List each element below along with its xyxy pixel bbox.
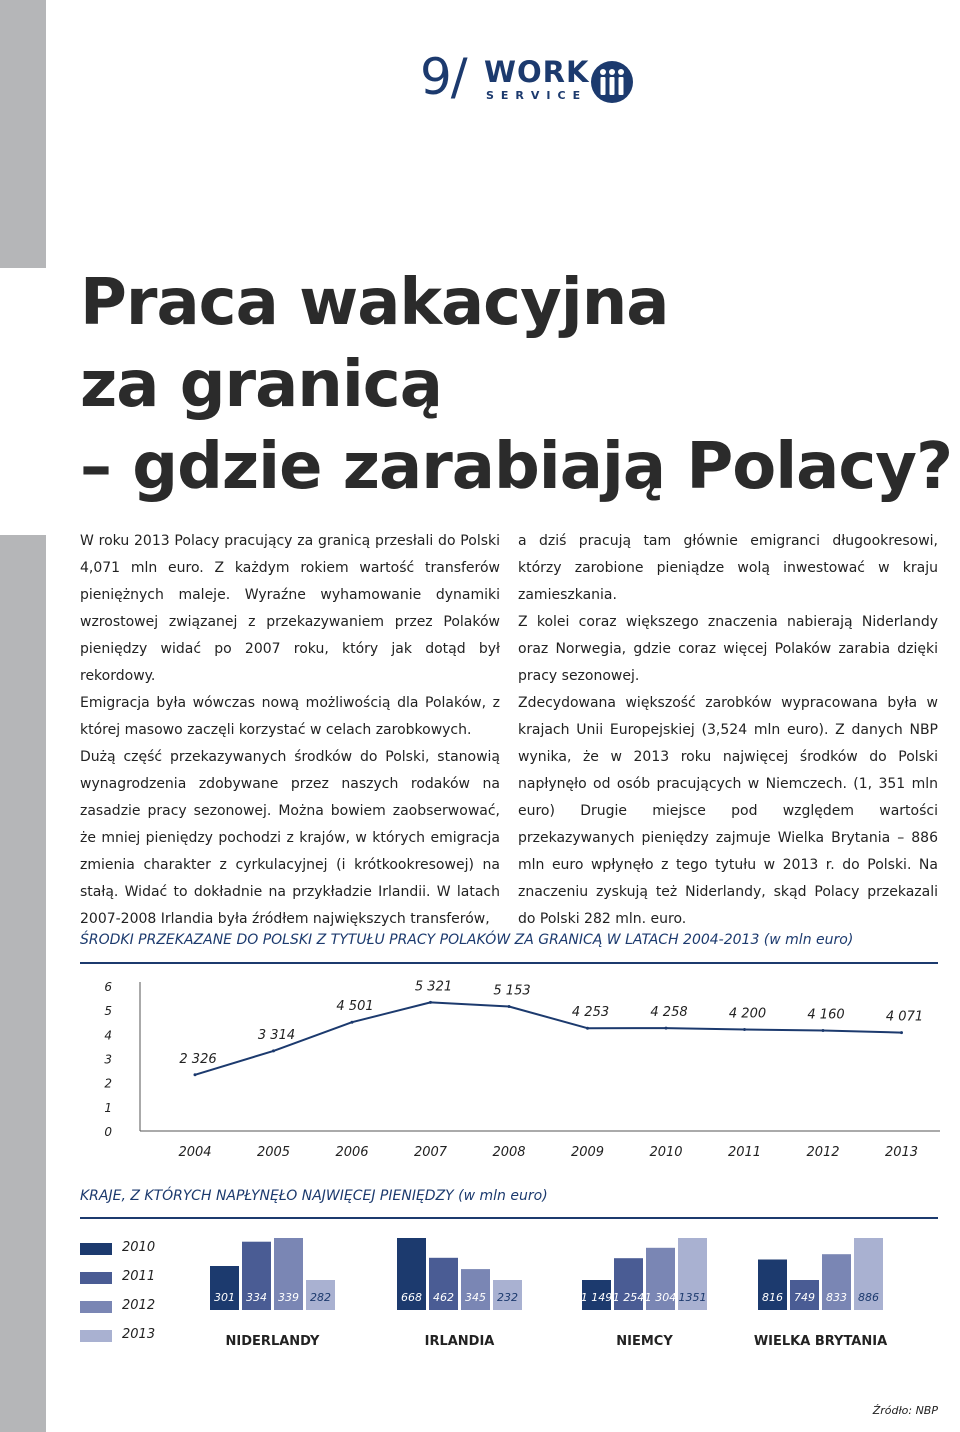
paragraph: Emigracja była wówczas nową możliwością dla Polaków, z której masowo zaczęli korzystać w celach zarobkowych.	[80, 695, 500, 738]
work-service-logo-icon	[590, 60, 634, 104]
data-label: 4 258	[650, 1005, 688, 1021]
paragraph: Dużą część przekazywanych środków do Polski, stanowią wynagrodzenia zdobywane przez naszych rodaków na zasadzie pracy sezonowej. Można bowiem zaobserwować, że mniej pieniędzy pochodzi z krajów, w których emigracja zmienia charakter z cyrkulacyjnej (i krótkookresowej) na stałą. Widać to dokładnie na przykładzie Irlandii. W latach 2007-2008 Irlandia była źródłem największych transferów,	[80, 749, 500, 927]
x-tick-label: 2004	[178, 1145, 212, 1160]
bar-value-label: 232	[497, 1291, 518, 1304]
bar-value-label: 334	[246, 1291, 267, 1304]
line-chart	[80, 968, 940, 1163]
data-label: 5 153	[493, 983, 531, 999]
y-tick-label: 6	[104, 980, 112, 994]
article-column-right	[518, 528, 938, 933]
bar-chart	[200, 1228, 940, 1360]
data-label: 4 200	[728, 1006, 767, 1022]
data-label: 4 501	[336, 999, 374, 1015]
data-point	[743, 1028, 746, 1031]
x-tick-label: 2013	[884, 1145, 919, 1160]
title-line: Praca wakacyjna	[80, 266, 669, 340]
x-tick-label: 2010	[649, 1145, 683, 1160]
chart-divider	[80, 1217, 938, 1219]
legend-item	[80, 1327, 220, 1347]
legend-label: 2010	[122, 1240, 156, 1255]
bar-value-label: 282	[310, 1291, 331, 1304]
legend-label: 2013	[122, 1327, 156, 1342]
data-point	[194, 1073, 197, 1076]
category-label: WIELKA BRYTANIA	[753, 1334, 888, 1349]
y-tick-label: 1	[104, 1100, 112, 1115]
bar-chart-title: KRAJE, Z KTÓRYCH NAPŁYNĘŁO NAJWIĘCEJ PIENIĘDZY (w mln euro)	[80, 1188, 548, 1204]
legend-swatch	[80, 1272, 112, 1284]
data-label: 4 071	[885, 1009, 924, 1025]
y-tick-label: 5	[104, 1004, 112, 1019]
bar-value-label: 668	[401, 1291, 422, 1304]
legend-item	[80, 1240, 220, 1260]
category-label: NIEMCY	[616, 1334, 673, 1349]
sidebar-decoration-top	[0, 0, 46, 268]
data-point	[272, 1049, 275, 1052]
data-label: 4 160	[807, 1007, 845, 1023]
paragraph: Z kolei coraz większego znaczenia nabierają Niderlandy oraz Norwegia, gdzie coraz więcej Polaków zarabia dzięki pracy sezonowej.	[518, 614, 938, 684]
bar-value-label: 345	[465, 1291, 486, 1304]
category-label: NIDERLANDY	[225, 1334, 320, 1349]
data-label: 3 314	[257, 1027, 296, 1043]
data-label: 2 326	[179, 1051, 217, 1067]
legend-swatch	[80, 1330, 112, 1342]
data-label: 4 253	[571, 1005, 610, 1021]
bar-value-label: 462	[433, 1291, 454, 1304]
data-point	[665, 1027, 668, 1030]
page-number: 9/	[420, 48, 467, 106]
legend-label: 2012	[122, 1298, 156, 1313]
legend-label: 2011	[122, 1269, 156, 1284]
series-line	[195, 1002, 902, 1074]
x-tick-label: 2007	[413, 1145, 448, 1160]
bar-value-label: 1 304	[644, 1291, 677, 1304]
legend-swatch	[80, 1301, 112, 1313]
x-tick-label: 2011	[727, 1145, 762, 1160]
sidebar-decoration-bottom	[0, 535, 46, 1432]
bar-value-label: 339	[278, 1291, 299, 1304]
logo-word: WORK	[484, 55, 590, 89]
chart-divider	[80, 962, 938, 964]
y-tick-label: 3	[104, 1052, 112, 1067]
data-point	[429, 1001, 432, 1004]
x-tick-label: 2008	[492, 1145, 526, 1160]
data-point	[586, 1027, 589, 1030]
y-tick-label: 2	[104, 1076, 112, 1091]
data-point	[508, 1005, 511, 1008]
paragraph: a dziś pracują tam głównie emigranci długookresowi, którzy zarobione pieniądze wolą inwestować w kraju zamieszkania.	[518, 533, 938, 603]
bar-value-label: 749	[794, 1291, 815, 1304]
bar-value-label: 1 254	[612, 1291, 645, 1304]
bar-value-label: 1351	[678, 1291, 707, 1304]
data-point	[351, 1021, 354, 1024]
y-tick-label: 0	[104, 1125, 112, 1139]
category-label: IRLANDIA	[424, 1334, 495, 1349]
data-point	[900, 1031, 903, 1034]
x-tick-label: 2012	[806, 1145, 840, 1160]
legend-item	[80, 1269, 220, 1289]
article-column-left	[80, 528, 500, 933]
data-label: 5 321	[414, 979, 453, 995]
legend-item	[80, 1298, 220, 1318]
bar-value-label: 886	[858, 1291, 879, 1304]
bar-value-label: 1 149	[580, 1291, 613, 1304]
legend-swatch	[80, 1243, 112, 1255]
page-title	[80, 262, 952, 508]
paragraph: Zdecydowana większość zarobków wypracowana była w krajach Unii Europejskiej (3,524 mln euro). Z danych NBP wynika, że w 2013 roku najwięcej środków do Polski napłynęło od osób pracujących w Niemczech. (1, 351 mln euro) Drugie miejsce pod względem wartości przekazywanych pieniędzy zajmuje Wielka Brytania – 886 mln euro wpłynęło z tego tytułu w 2013 r. do Polski. Na znaczeniu zyskują też Niderlandy, skąd Polacy przekazali do Polski 282 mln. euro.	[518, 695, 938, 927]
bar-value-label: 833	[826, 1291, 847, 1304]
y-tick-label: 4	[104, 1028, 112, 1043]
x-tick-label: 2006	[335, 1145, 369, 1160]
title-line: za granicą	[80, 348, 442, 422]
source-note: Źródło: NBP	[872, 1404, 938, 1417]
bar-value-label: 816	[762, 1291, 783, 1304]
title-line: – gdzie zarabiają Polacy?	[80, 430, 953, 504]
x-tick-label: 2005	[256, 1145, 291, 1160]
data-point	[822, 1029, 825, 1032]
line-chart-title: ŚRODKI PRZEKAZANE DO POLSKI Z TYTUŁU PRACY POLAKÓW ZA GRANICĄ W LATACH 2004-2013 (w mln euro)	[80, 932, 854, 948]
logo-subword: SERVICE	[486, 89, 588, 102]
paragraph: W roku 2013 Polacy pracujący za granicą przesłali do Polski 4,071 mln euro. Z każdym rokiem wartość transferów pieniężnych maleje. Wyraźne wyhamowanie dynamiki wzrostowej związanej z przekazywaniem przez Polaków pieniędzy widać po 2007 roku, który jak dotąd był rekordowy.	[80, 533, 500, 684]
x-tick-label: 2009	[570, 1145, 605, 1160]
bar-value-label: 301	[214, 1291, 235, 1304]
